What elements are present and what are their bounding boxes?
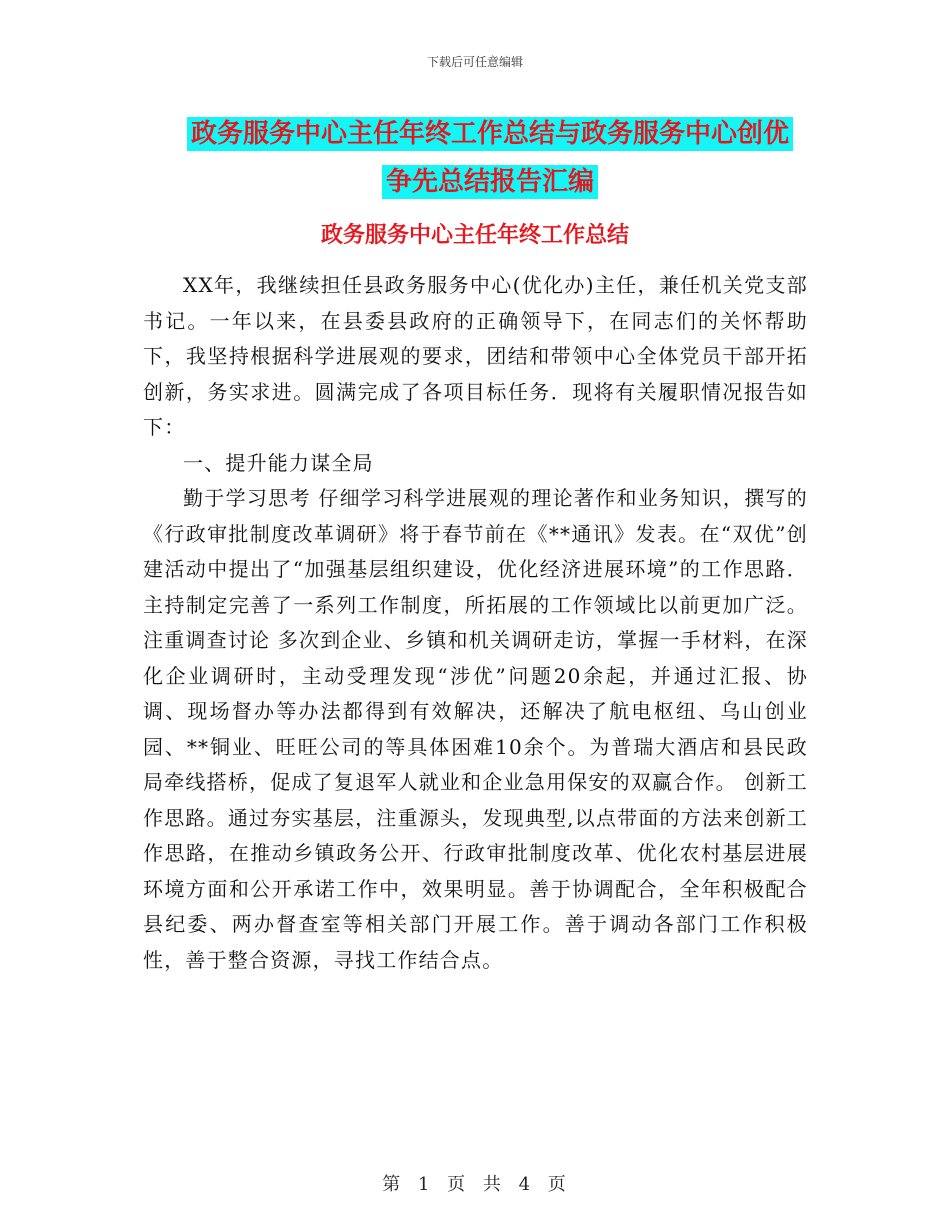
footer-prefix: 第 (382, 1174, 403, 1195)
footer-suffix: 页 (547, 1174, 568, 1195)
paragraph-intro: XX年，我继续担任县政务服务中心(优化办)主任，兼任机关党支部书记。一年以来，在县委县政府的正确领导下，在同志们的关怀帮助下，我坚持根据科学进展观的要求，团结和带领中心全体党员干部开拓创新，务实求进。圆满完成了各项目标任务．现将有关履职情况报告如下： (143, 273, 808, 439)
page-footer (0, 1170, 950, 1196)
section-title: 政务服务中心主任年终工作总结 (320, 223, 629, 248)
footer-total-pages: 4 (518, 1174, 533, 1195)
footer-page-number: 1 (417, 1174, 432, 1195)
body-text (143, 268, 808, 978)
paragraph-body: 勤于学习思考 仔细学习科学进展观的理论著作和业务知识，撰写的《行政审批制度改革调研》将于春节前在《**通讯》发表。在“双优”创建活动中提出了“加强基层组织建设，优化经济进展环境”的工作思路．主持制定完善了一系列工作制度，所拓展的工作领域比以前更加广泛。注重调查讨论 多次到企业、乡镇和机关调研走访，掌握一手材料，在深化企业调研时，主动受理发现“涉优”问题20余起，并通过汇报、协调、现场督办等办法都得到有效解决，还解决了航电枢纽、乌山创业园、**铜业、旺旺公司的等具体困难10余个。为普瑞大酒店和县民政局牵线搭桥，促成了复退军人就业和企业急用保安的双赢合作。 创新工作思路。通过夯实基层，注重源头，发现典型,以点带面的方法来创新工作思路，在推动乡镇政务公开、行政审批制度改革、优化农村基层进展环境方面和公开承诺工作中，效果明显。善于协调配合，全年积极配合县纪委、两办督查室等相关部门开展工作。善于调动各部门工作积极性，善于整合资源，寻找工作结合点。 (143, 486, 808, 972)
document-title-line-2: 争先总结报告汇编 (382, 165, 598, 199)
document-title-line-1: 政务服务中心主任年终工作总结与政务服务中心创优 (187, 117, 793, 151)
header-note: 下载后可任意编辑 (426, 55, 523, 69)
document-title (150, 110, 830, 206)
footer-total-label: 共 (482, 1174, 503, 1195)
paragraph-heading: 一、提升能力谋全局 (183, 450, 374, 475)
footer-page-label: 页 (447, 1174, 468, 1195)
